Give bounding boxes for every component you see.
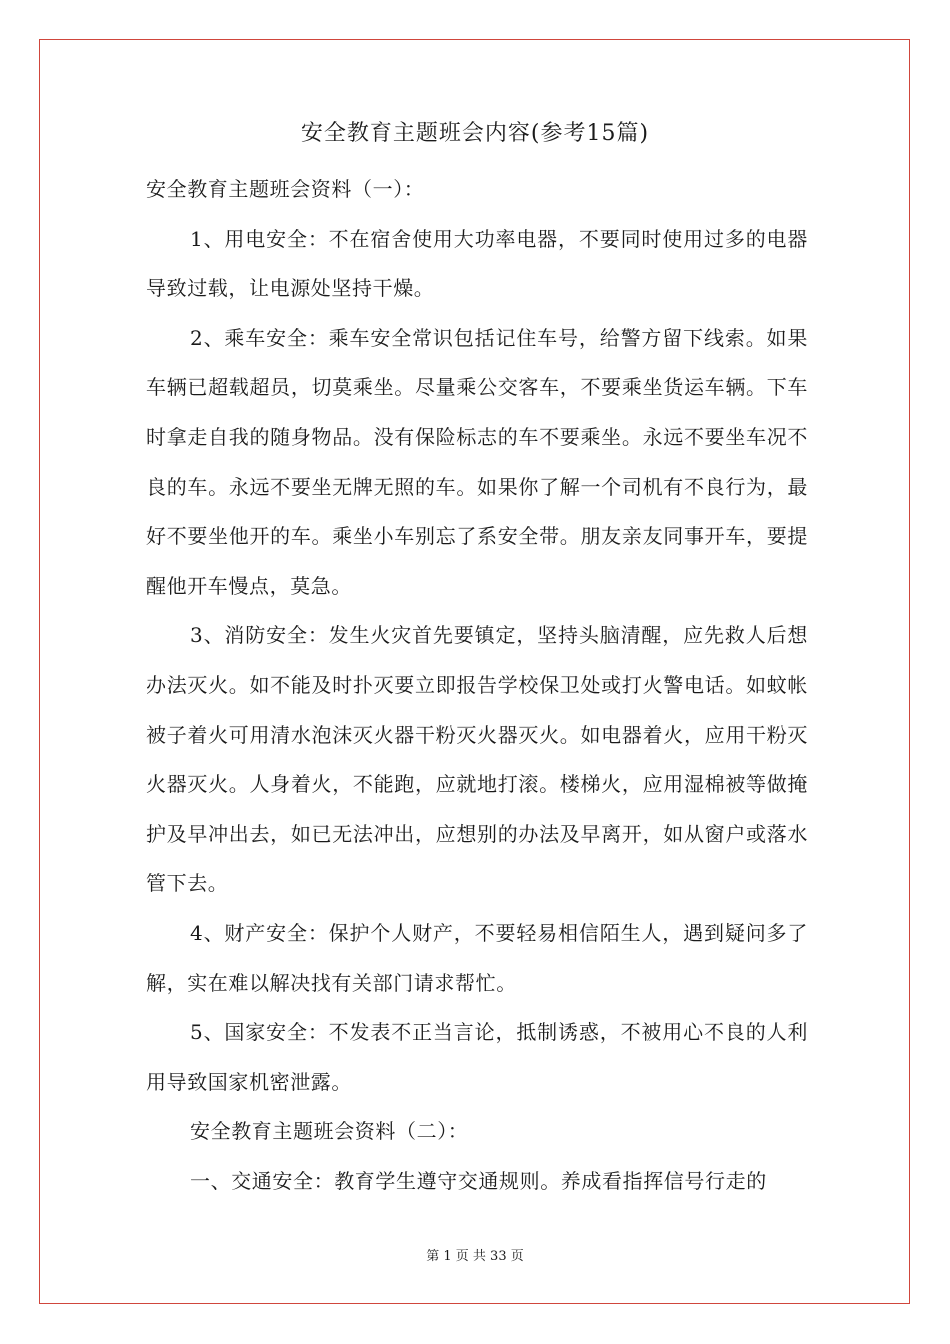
document-title: 安全教育主题班会内容(参考15篇): [300, 121, 650, 146]
paragraph-property-safety: 4、财产安全：保护个人财产，不要轻易相信陌生人，遇到疑问多了解，实在难以解决找有关部门请求帮忙。: [146, 920, 808, 995]
paragraph-electric-safety: 1、用电安全：不在宿舍使用大功率电器，不要同时使用过多的电器导致过载，让电源处坚持干燥。: [146, 226, 808, 301]
paragraph-traffic-safety: 一、交通安全：教育学生遵守交通规则。养成看指挥信号行走的: [190, 1168, 767, 1193]
paragraph-national-security: 5、国家安全：不发表不正当言论，抵制诱惑，不被用心不良的人利用导致国家机密泄露。: [146, 1020, 808, 1094]
section-heading-2: 安全教育主题班会资料（二）：: [190, 1119, 469, 1144]
page-footer: 第 1 页 共 33 页: [426, 1249, 524, 1264]
paragraph-vehicle-safety: 2、乘车安全：乘车安全常识包括记住车号，给警方留下线索。如果车辆已超载超员，切莫乘坐。尽量乘公交客车，不要乘坐货运车辆。下车时拿走自我的随身物品。没有保险标志的车不要乘坐。永远不要坐车况不良的车。永远不要坐无牌无照的车。如果你了解一个司机有不良行为，最好不要坐他开的车。乘坐小车别忘了系安全带。朋友亲友同事开车，要提醒他开车慢点，莫急。: [146, 325, 808, 598]
paragraph-fire-safety: 3、消防安全：发生火灾首先要镇定，坚持头脑清醒，应先救人后想办法灭火。如不能及时扑灭要立即报告学校保卫处或打火警电话。如蚊帐被子着火可用清水泡沫灭火器干粉灭火器灭火。如电器着火，应用干粉灭火器灭火。人身着火，不能跑，应就地打滚。楼梯火，应用湿棉被等做掩护及早冲出去，如已无法冲出，应想别的办法及早离开，如从窗户或落水管下去。: [146, 623, 808, 896]
document-body: [146, 165, 808, 1206]
section-heading-1: 安全教育主题班会资料（一）：: [146, 177, 425, 201]
